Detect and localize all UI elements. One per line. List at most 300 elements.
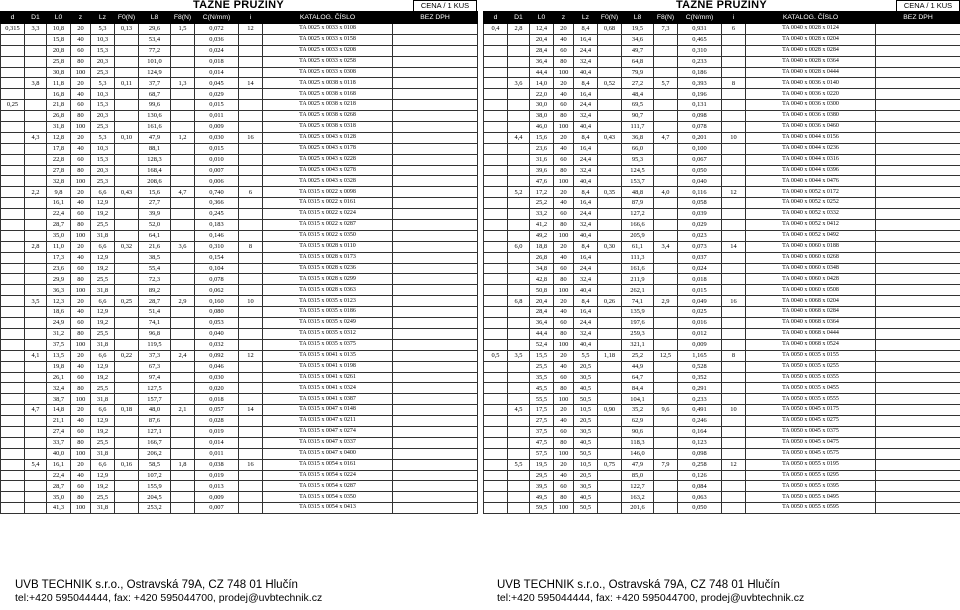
table-cell — [115, 492, 139, 503]
right-page — [483, 0, 960, 514]
table-cell: 12 — [722, 459, 746, 470]
table-cell: 6,8 — [508, 296, 530, 307]
table-cell — [876, 426, 960, 437]
table-cell: 4,0 — [654, 187, 678, 198]
table-cell: 6,6 — [91, 459, 115, 470]
table-cell: 20,5 — [574, 470, 598, 481]
table-cell: 16,1 — [47, 459, 71, 470]
table-cell: 38,5 — [139, 252, 171, 263]
table-cell — [876, 263, 960, 274]
right-header-row — [484, 12, 960, 24]
table-cell — [239, 307, 263, 318]
table-row — [1, 274, 478, 285]
table-cell: 29,6 — [139, 24, 171, 35]
table-cell: 79,9 — [622, 67, 654, 78]
table-cell: TA 0315 x 0054 x 0161 — [263, 459, 393, 470]
table-cell: 29,5 — [530, 470, 554, 481]
table-cell — [239, 220, 263, 231]
table-cell — [393, 383, 478, 394]
table-cell — [722, 263, 746, 274]
table-cell — [1, 111, 25, 122]
table-cell — [1, 176, 25, 187]
table-cell: 80 — [554, 220, 574, 231]
table-cell: 37,3 — [139, 350, 171, 361]
table-cell: 21,6 — [139, 241, 171, 252]
table-cell: 0,009 — [195, 122, 239, 133]
table-cell: 8 — [722, 78, 746, 89]
table-cell: 161,6 — [622, 263, 654, 274]
table-cell — [508, 122, 530, 133]
table-cell — [239, 503, 263, 514]
table-cell: 14,8 — [47, 405, 71, 416]
table-cell: TA 0050 x 0035 x 0455 — [746, 383, 876, 394]
table-cell — [484, 285, 508, 296]
table-cell — [876, 67, 960, 78]
table-cell — [25, 100, 47, 111]
table-cell: TA 0315 x 0035 x 0249 — [263, 318, 393, 329]
table-cell: 57,5 — [530, 448, 554, 459]
table-row — [1, 263, 478, 274]
table-cell: 122,7 — [622, 481, 654, 492]
table-cell: 15,8 — [47, 34, 71, 45]
table-cell: 119,5 — [139, 339, 171, 350]
table-cell — [239, 143, 263, 154]
table-cell: 6 — [722, 24, 746, 35]
column-header: L0 — [530, 12, 554, 24]
table-cell — [393, 328, 478, 339]
table-cell: 40,5 — [574, 492, 598, 503]
table-cell — [393, 187, 478, 198]
table-cell: 40 — [71, 470, 91, 481]
table-cell — [393, 132, 478, 143]
table-row — [1, 503, 478, 514]
table-row — [1, 220, 478, 231]
table-cell: 33,7 — [47, 437, 71, 448]
table-cell: TA 0050 x 0035 x 0555 — [746, 394, 876, 405]
table-cell: TA 0050 x 0045 x 0475 — [746, 437, 876, 448]
table-cell — [25, 318, 47, 329]
table-cell — [393, 470, 478, 481]
table-cell: 5,7 — [654, 78, 678, 89]
table-cell — [722, 165, 746, 176]
table-cell: 40 — [554, 470, 574, 481]
table-cell: 80 — [71, 111, 91, 122]
table-cell: 0,26 — [598, 296, 622, 307]
table-cell: TA 0025 x 0033 x 0258 — [263, 56, 393, 67]
table-cell: 40 — [554, 143, 574, 154]
table-cell — [654, 481, 678, 492]
table-cell: TA 0040 x 0052 x 0172 — [746, 187, 876, 198]
table-cell: 26,8 — [47, 111, 71, 122]
table-cell: 107,2 — [139, 470, 171, 481]
table-cell: 0,186 — [678, 67, 722, 78]
table-cell — [722, 230, 746, 241]
table-cell: TA 0050 x 0035 x 0355 — [746, 372, 876, 383]
table-cell — [484, 448, 508, 459]
table-row — [484, 122, 960, 133]
table-cell — [876, 252, 960, 263]
table-cell — [1, 78, 25, 89]
table-cell — [25, 34, 47, 45]
table-cell: 1,2 — [171, 132, 195, 143]
table-cell: 60 — [554, 372, 574, 383]
table-cell: 0,011 — [195, 448, 239, 459]
table-cell — [393, 296, 478, 307]
table-cell: 0,040 — [678, 176, 722, 187]
table-cell — [598, 383, 622, 394]
table-cell: 0,092 — [195, 350, 239, 361]
table-cell — [484, 437, 508, 448]
right-table-body — [484, 24, 960, 514]
table-cell: 0,68 — [598, 24, 622, 35]
table-cell — [171, 154, 195, 165]
table-cell — [876, 416, 960, 427]
table-cell: 0,233 — [678, 56, 722, 67]
table-cell — [115, 263, 139, 274]
table-cell: 80 — [554, 274, 574, 285]
table-cell — [239, 361, 263, 372]
table-row — [1, 45, 478, 56]
table-cell — [508, 198, 530, 209]
table-cell — [25, 361, 47, 372]
table-cell: TA 0040 x 0036 x 0300 — [746, 100, 876, 111]
table-row — [484, 111, 960, 122]
table-cell: TA 0050 x 0045 x 0275 — [746, 416, 876, 427]
table-cell — [239, 56, 263, 67]
table-cell — [508, 165, 530, 176]
table-cell — [1, 56, 25, 67]
table-cell — [484, 318, 508, 329]
table-cell — [484, 459, 508, 470]
table-cell — [25, 263, 47, 274]
table-cell — [115, 34, 139, 45]
table-cell: 0,5 — [484, 350, 508, 361]
table-row — [1, 34, 478, 45]
column-header: L0 — [47, 12, 71, 24]
table-cell: TA 0315 x 0028 x 0363 — [263, 285, 393, 296]
table-cell: 15,6 — [530, 132, 554, 143]
table-cell: 166,7 — [139, 437, 171, 448]
table-row — [484, 339, 960, 350]
table-cell: 22,8 — [47, 154, 71, 165]
table-cell: 45,5 — [530, 383, 554, 394]
table-cell — [876, 372, 960, 383]
table-cell: 0,13 — [115, 24, 139, 35]
table-cell: 259,3 — [622, 328, 654, 339]
table-cell — [171, 209, 195, 220]
table-cell: 4,5 — [508, 405, 530, 416]
table-cell — [598, 209, 622, 220]
table-cell — [722, 416, 746, 427]
table-cell — [25, 274, 47, 285]
table-row — [484, 274, 960, 285]
table-cell — [171, 394, 195, 405]
table-cell: 50,5 — [574, 503, 598, 514]
table-cell: 87,9 — [622, 198, 654, 209]
table-cell — [722, 503, 746, 514]
table-cell: 124,9 — [139, 67, 171, 78]
company-contact: tel:+420 595044444, fax: +420 595044700, prodej@uvbtechnik.cz — [497, 592, 805, 604]
table-cell — [1, 209, 25, 220]
table-cell: 12 — [239, 24, 263, 35]
table-cell: 10,5 — [574, 405, 598, 416]
table-row — [1, 361, 478, 372]
table-cell: 31,8 — [91, 394, 115, 405]
table-cell: 36,4 — [530, 56, 554, 67]
table-row — [1, 187, 478, 198]
table-cell: 16 — [722, 296, 746, 307]
table-row — [1, 296, 478, 307]
table-cell: 10,3 — [91, 89, 115, 100]
table-row — [484, 78, 960, 89]
table-cell: 0,528 — [678, 361, 722, 372]
table-cell: 19,2 — [91, 426, 115, 437]
table-cell: 0,067 — [678, 154, 722, 165]
left-page-title: TAŽNÉ PRUŽINY — [192, 0, 285, 11]
table-cell — [876, 143, 960, 154]
table-cell: 80 — [554, 328, 574, 339]
table-cell — [654, 416, 678, 427]
table-row — [1, 143, 478, 154]
table-cell: TA 0050 x 0035 x 0155 — [746, 350, 876, 361]
table-cell: 60 — [71, 426, 91, 437]
table-cell — [239, 372, 263, 383]
table-cell: 2,4 — [171, 350, 195, 361]
table-cell — [484, 372, 508, 383]
table-cell — [876, 274, 960, 285]
table-cell — [598, 372, 622, 383]
table-cell — [171, 470, 195, 481]
table-cell: 1,8 — [171, 459, 195, 470]
table-cell: 6,6 — [91, 350, 115, 361]
table-cell: 80 — [554, 437, 574, 448]
table-cell — [171, 176, 195, 187]
table-row — [484, 143, 960, 154]
table-cell — [876, 307, 960, 318]
table-row — [484, 220, 960, 231]
table-cell: 262,1 — [622, 285, 654, 296]
table-row — [1, 350, 478, 361]
table-cell: 0,393 — [678, 78, 722, 89]
column-header: C(N/mm) — [678, 12, 722, 24]
table-cell: 20,3 — [91, 165, 115, 176]
table-cell: 27,7 — [139, 198, 171, 209]
table-cell: 55,5 — [530, 394, 554, 405]
table-cell: 23,6 — [530, 143, 554, 154]
table-cell — [1, 405, 25, 416]
table-cell: 24,4 — [574, 45, 598, 56]
table-cell — [598, 318, 622, 329]
table-cell — [598, 307, 622, 318]
table-cell: TA 0315 x 0054 x 0413 — [263, 503, 393, 514]
table-cell — [508, 89, 530, 100]
table-cell — [654, 492, 678, 503]
table-cell: 18,8 — [530, 241, 554, 252]
table-cell — [876, 230, 960, 241]
table-cell — [25, 67, 47, 78]
table-cell: 20,4 — [530, 296, 554, 307]
table-cell — [484, 89, 508, 100]
table-cell: 100 — [554, 339, 574, 350]
column-header: L8 — [622, 12, 654, 24]
table-cell — [654, 56, 678, 67]
table-cell: 41,3 — [47, 503, 71, 514]
table-cell — [115, 481, 139, 492]
table-cell: 64,1 — [139, 230, 171, 241]
table-cell: 2,8 — [508, 24, 530, 35]
table-cell: TA 0025 x 0038 x 0318 — [263, 122, 393, 133]
table-cell: 100 — [554, 503, 574, 514]
table-cell — [876, 492, 960, 503]
table-cell — [1, 263, 25, 274]
table-cell: 10,3 — [91, 143, 115, 154]
table-cell: 31,2 — [47, 328, 71, 339]
table-cell — [654, 307, 678, 318]
table-cell — [393, 318, 478, 329]
table-cell: 28,7 — [47, 481, 71, 492]
table-cell — [115, 45, 139, 56]
table-cell: 80 — [71, 383, 91, 394]
table-cell: 20 — [71, 187, 91, 198]
table-cell — [1, 220, 25, 231]
table-cell: 111,3 — [622, 252, 654, 263]
table-cell — [484, 154, 508, 165]
table-cell — [115, 165, 139, 176]
table-cell: 104,1 — [622, 394, 654, 405]
table-cell — [1, 285, 25, 296]
table-row — [1, 56, 478, 67]
table-cell: 40 — [554, 198, 574, 209]
table-cell — [876, 350, 960, 361]
table-cell — [239, 45, 263, 56]
table-cell — [1, 230, 25, 241]
table-cell — [393, 285, 478, 296]
table-cell: 24,4 — [574, 318, 598, 329]
table-cell — [239, 285, 263, 296]
column-header: KATALOG. ČÍSLO — [746, 12, 876, 24]
table-cell: 3,8 — [25, 78, 47, 89]
table-cell: 13,5 — [47, 350, 71, 361]
table-row — [484, 503, 960, 514]
table-cell — [654, 100, 678, 111]
table-cell: 15,3 — [91, 154, 115, 165]
table-cell: 0,032 — [195, 339, 239, 350]
table-row — [1, 492, 478, 503]
table-cell: 40,4 — [574, 230, 598, 241]
table-cell: 8,4 — [574, 296, 598, 307]
table-cell — [1, 481, 25, 492]
table-cell — [393, 198, 478, 209]
table-cell — [876, 318, 960, 329]
table-cell: TA 0315 x 0041 x 0198 — [263, 361, 393, 372]
table-cell: 14,0 — [530, 78, 554, 89]
table-cell — [115, 209, 139, 220]
table-cell — [1, 416, 25, 427]
table-cell: 25,5 — [91, 437, 115, 448]
right-title-row — [483, 0, 960, 11]
table-cell: TA 0040 x 0060 x 0268 — [746, 252, 876, 263]
table-cell — [598, 111, 622, 122]
table-cell: 0,10 — [115, 132, 139, 143]
table-row — [1, 67, 478, 78]
right-page-title: TAŽNÉ PRUŽINY — [675, 0, 768, 11]
table-cell: 44,4 — [530, 328, 554, 339]
table-cell: 14 — [239, 405, 263, 416]
table-cell: 205,9 — [622, 230, 654, 241]
table-cell: TA 0025 x 0033 x 0308 — [263, 67, 393, 78]
table-cell: 40,4 — [574, 176, 598, 187]
table-cell: 16,4 — [574, 198, 598, 209]
table-cell: 36,4 — [530, 318, 554, 329]
table-cell — [393, 165, 478, 176]
table-cell — [654, 34, 678, 45]
table-cell — [876, 481, 960, 492]
company-address: UVB TECHNIK s.r.o., Ostravská 79A, CZ 748 01 Hlučín — [497, 579, 780, 591]
table-cell: 0,029 — [678, 220, 722, 231]
table-cell — [654, 274, 678, 285]
table-cell: 6 — [239, 187, 263, 198]
table-row — [484, 176, 960, 187]
table-cell — [239, 426, 263, 437]
left-page — [0, 0, 477, 514]
table-cell: TA 0040 x 0052 x 0332 — [746, 209, 876, 220]
table-cell: 8 — [239, 241, 263, 252]
table-row — [484, 241, 960, 252]
table-cell: 155,9 — [139, 481, 171, 492]
table-cell — [171, 339, 195, 350]
table-cell — [484, 187, 508, 198]
table-cell — [722, 318, 746, 329]
table-cell: 48,4 — [622, 89, 654, 100]
table-cell — [171, 437, 195, 448]
table-cell: 10,8 — [47, 24, 71, 35]
table-cell: 18,6 — [47, 307, 71, 318]
table-cell — [484, 122, 508, 133]
table-cell: 97,4 — [139, 372, 171, 383]
table-cell: 0,4 — [484, 24, 508, 35]
table-cell — [484, 34, 508, 45]
table-cell — [393, 274, 478, 285]
table-cell — [25, 220, 47, 231]
table-cell — [25, 307, 47, 318]
table-cell: TA 0050 x 0055 x 0195 — [746, 459, 876, 470]
table-cell — [654, 220, 678, 231]
table-cell — [393, 437, 478, 448]
table-cell — [393, 34, 478, 45]
table-cell: 80 — [554, 165, 574, 176]
table-cell: 0,019 — [195, 426, 239, 437]
table-cell: 72,3 — [139, 274, 171, 285]
table-cell: 15,3 — [91, 45, 115, 56]
table-cell: 80 — [554, 111, 574, 122]
table-cell: 8,4 — [574, 24, 598, 35]
table-cell: 0,233 — [678, 394, 722, 405]
table-cell: 12,9 — [91, 252, 115, 263]
table-cell — [598, 328, 622, 339]
table-cell — [1, 252, 25, 263]
table-cell: 26,1 — [47, 372, 71, 383]
table-cell — [598, 503, 622, 514]
table-cell — [484, 274, 508, 285]
table-cell — [722, 143, 746, 154]
table-cell: 0,098 — [678, 111, 722, 122]
table-cell — [115, 67, 139, 78]
table-cell — [171, 426, 195, 437]
table-cell: 80 — [554, 56, 574, 67]
table-cell: TA 0040 x 0028 x 0284 — [746, 45, 876, 56]
table-cell — [1, 89, 25, 100]
table-cell — [393, 45, 478, 56]
